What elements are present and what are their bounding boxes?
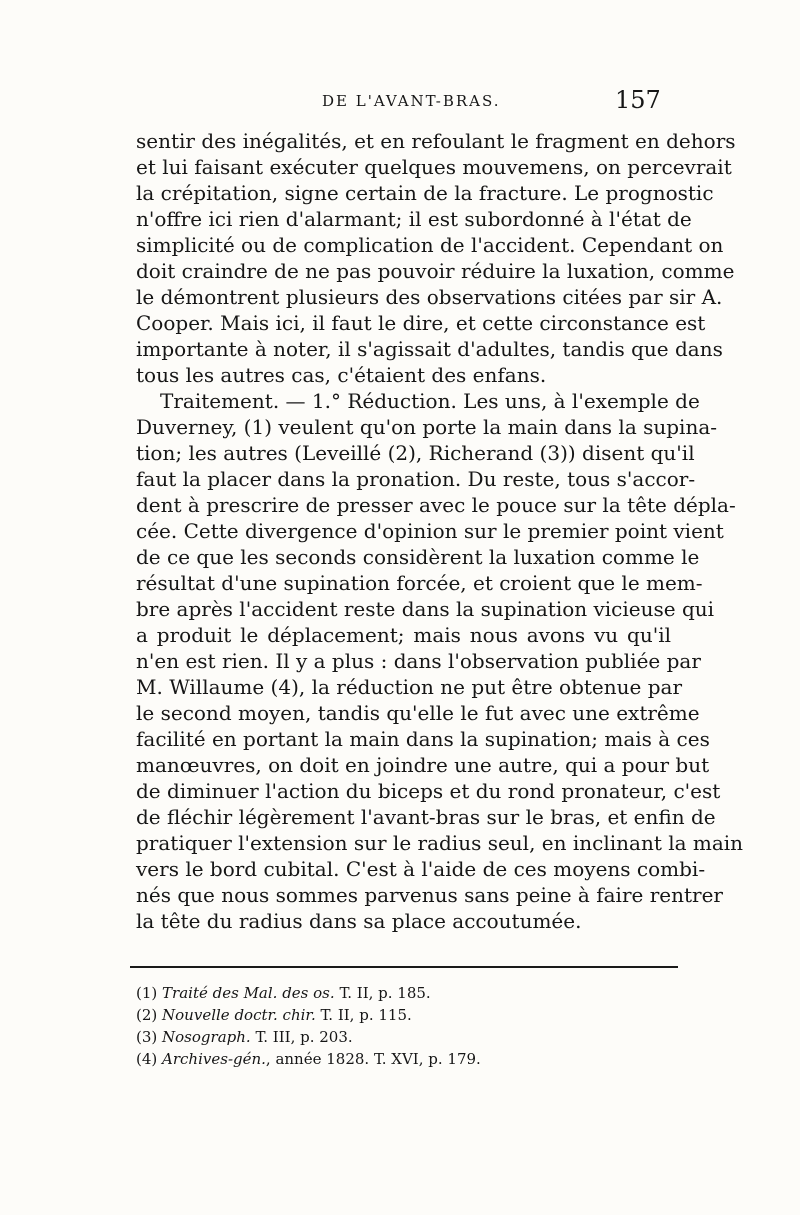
- paragraph-end-line: tous les autres cas, c'étaient des enfans.: [136, 363, 547, 387]
- body-text: [136, 128, 744, 934]
- text-line: nés que nous sommes parvenus sans peine à faire rentrer: [136, 883, 723, 907]
- text-line: facilité en portant la main dans la supination; mais à ces: [136, 727, 710, 751]
- footnote-marker: (1): [136, 984, 158, 1002]
- footnote-marker: (4): [136, 1050, 158, 1068]
- footnote-ref: , année 1828. T. XVI, p. 179.: [265, 1050, 481, 1068]
- footnote: [136, 1004, 636, 1026]
- text-line: vers le bord cubital. C'est à l'aide de ces moyens combi-: [136, 857, 706, 881]
- text-line: a produit le déplacement; mais nous avons vu qu'il: [136, 623, 671, 647]
- footnote-title: Nosograph.: [162, 1028, 251, 1046]
- footnote-ref: T. II, p. 185.: [339, 984, 431, 1002]
- footnote-ref: T. II, p. 115.: [320, 1006, 412, 1024]
- footnote-divider: [130, 966, 678, 968]
- footnote-title: Nouvelle doctr. chir.: [162, 1006, 316, 1024]
- paragraph-end-line: la tête du radius dans sa place accoutumée.: [136, 909, 582, 933]
- text-line: le second moyen, tandis qu'elle le fut avec une extrême: [136, 701, 700, 725]
- text-line: tion; les autres (Leveillé (2), Richerand (3)) disent qu'il: [136, 441, 695, 465]
- text-line: Cooper. Mais ici, il faut le dire, et cette circonstance est: [136, 311, 706, 335]
- text-line: n'offre ici rien d'alarmant; il est subordonné à l'état de: [136, 207, 692, 231]
- text-line: le démontrent plusieurs des observations citées par sir A.: [136, 285, 723, 309]
- page-number: 157: [615, 86, 661, 114]
- section-heading-line: Traitement. — 1.° Réduction. Les uns, à l'exemple de: [160, 389, 700, 413]
- text-line: dent à prescrire de presser avec le pouce sur la tête dépla-: [136, 493, 736, 517]
- footnote-title: Traité des Mal. des os.: [162, 984, 335, 1002]
- footnote: [136, 1048, 636, 1070]
- footnote: [136, 982, 636, 1004]
- footnote-title: Archives-gén.: [162, 1050, 266, 1068]
- footnote-ref: T. III, p. 203.: [255, 1028, 353, 1046]
- footnote-marker: (3): [136, 1028, 158, 1046]
- running-title: DE L'AVANT-BRAS.: [322, 92, 501, 110]
- text-line: de fléchir légèrement l'avant-bras sur le bras, et enfin de: [136, 805, 716, 829]
- text-line: de ce que les seconds considèrent la luxation comme le: [136, 545, 700, 569]
- footnotes: [136, 982, 636, 1070]
- text-line: et lui faisant exécuter quelques mouvemens, on percevrait: [136, 155, 732, 179]
- text-line: n'en est rien. Il y a plus : dans l'observation publiée par: [136, 649, 701, 673]
- text-line: importante à noter, il s'agissait d'adultes, tandis que dans: [136, 337, 723, 361]
- text-line: de diminuer l'action du biceps et du rond pronateur, c'est: [136, 779, 721, 803]
- text-line: résultat d'une supination forcée, et croient que le mem-: [136, 571, 703, 595]
- text-line: pratiquer l'extension sur le radius seul, en inclinant la main: [136, 831, 744, 855]
- text-line: doit craindre de ne pas pouvoir réduire la luxation, comme: [136, 259, 735, 283]
- text-line: cée. Cette divergence d'opinion sur le premier point vient: [136, 519, 724, 543]
- text-line: manœuvres, on doit en joindre une autre, qui a pour but: [136, 753, 710, 777]
- text-line: simplicité ou de complication de l'accident. Cependant on: [136, 233, 724, 257]
- text-line: M. Willaume (4), la réduction ne put être obtenue par: [136, 675, 683, 699]
- text-line: la crépitation, signe certain de la fracture. Le prognostic: [136, 181, 714, 205]
- footnote: [136, 1026, 636, 1048]
- text-line: faut la placer dans la pronation. Du reste, tous s'accor-: [136, 467, 696, 491]
- text-line: bre après l'accident reste dans la supination vicieuse qui: [136, 597, 715, 621]
- text-line: sentir des inégalités, et en refoulant le fragment en dehors: [136, 129, 736, 153]
- text-line: Duverney, (1) veulent qu'on porte la main dans la supina-: [136, 415, 718, 439]
- footnote-marker: (2): [136, 1006, 158, 1024]
